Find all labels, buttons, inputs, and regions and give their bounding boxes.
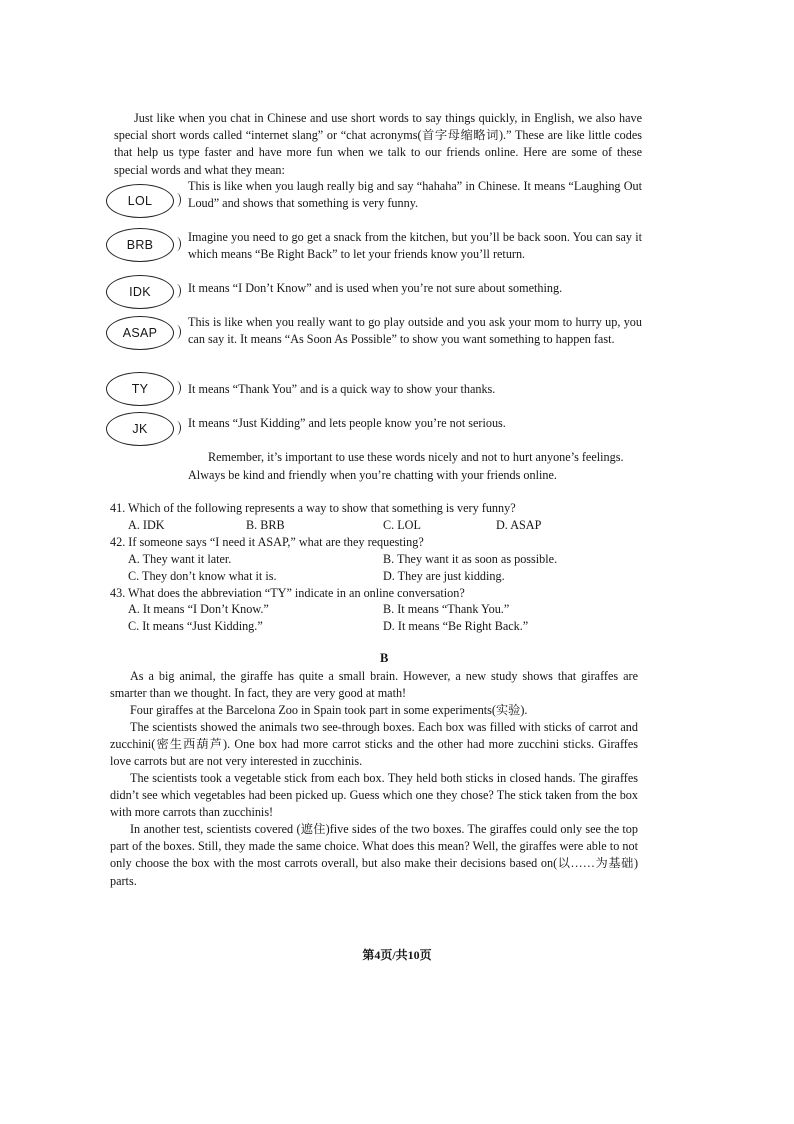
question-41-option-c: C. LOL [383, 518, 421, 532]
acronym-label: ASAP [122, 326, 158, 340]
question-41-option-d: D. ASAP [496, 518, 542, 532]
passage-b-paragraph-3: The scientists showed the animals two see-through boxes. Each box was filled with sticks of carrot and zucchini(密生西葫芦). One box had more carrot sticks and the other had more zucchini sticks. Giraffes love carrots but are not very interested in zucchinis. [110, 720, 638, 769]
question-43-option-d: D. It means “Be Right Back.” [383, 619, 529, 633]
acronym-label: TY [131, 382, 149, 396]
acronym-definition: This is like when you laugh really big and say “hahaha” in Chinese. It means “Laughing Out Loud” and shows that something is very funny. [188, 179, 642, 210]
acronym-definition: Imagine you need to go get a snack from the kitchen, but you’ll be back soon. You can say it which means “Be Right Back” to let your friends know you’ll return. [188, 230, 642, 261]
passage-b-paragraph-5: In another test, scientists covered (遮住)five sides of the two boxes. The giraffes could only see the top part of the boxes. Still, they made the same choice. What does this mean? Well, the giraffes were able to not only choose the box with the most carrots overall, but also make their decisions based on(以……为基础) parts. [110, 822, 638, 888]
question-43-option-a: A. It means “I Don’t Know.” [128, 602, 269, 616]
page-number: 第4页/共10页 [362, 948, 432, 962]
passage-b-paragraph-1: As a big animal, the giraffe has quite a small brain. However, a new study shows that giraffes are smarter than we thought. In fact, they are very good at math! [110, 669, 638, 701]
intro-paragraph: Just like when you chat in Chinese and use short words to say things quickly, in English, we also have special short words called “internet slang” or “chat acronyms(首字母缩略词).” These are like little codes that help us type faster and have more fun when we talk to our friends online. Here are some of these special words and what they mean: [114, 111, 642, 177]
acronym-definition: This is like when you really want to go play outside and you ask your mom to hurry up, you can say it. It means “As Soon As Possible” to show you want something to happen fast. [188, 315, 642, 346]
speech-bubble-ty [106, 372, 174, 406]
speech-bubble-lol [106, 184, 174, 218]
acronym-label: BRB [126, 238, 154, 252]
question-42-option-d: D. They are just kidding. [383, 569, 505, 583]
acronym-label: IDK [129, 285, 151, 299]
speech-bubble-jk [106, 412, 174, 446]
question-42-option-c: C. They don’t know what it is. [128, 569, 277, 583]
speech-bubble-idk [106, 275, 174, 309]
acronym-definition: It means “Thank You” and is a quick way to show your thanks. [188, 382, 496, 396]
question-41-option-a: A. IDK [128, 518, 165, 532]
question-43-option-b: B. It means “Thank You.” [383, 602, 510, 616]
acronym-label: LOL [127, 194, 153, 208]
speech-bubble-brb [106, 228, 174, 262]
question-41-option-b: B. BRB [246, 518, 285, 532]
question-42-stem: 42. If someone says “I need it ASAP,” what are they requesting? [110, 535, 424, 549]
speech-bubble-asap [106, 316, 174, 350]
acronym-definition: It means “I Don’t Know” and is used when you’re not sure about something. [188, 281, 563, 295]
question-43-option-c: C. It means “Just Kidding.” [128, 619, 263, 633]
section-b-heading: B [380, 651, 389, 665]
acronym-label: JK [132, 422, 148, 436]
question-41-stem: 41. Which of the following represents a way to show that something is very funny? [110, 501, 516, 515]
acronym-definition: It means “Just Kidding” and lets people know you’re not serious. [188, 416, 506, 430]
question-42-option-a: A. They want it later. [128, 552, 232, 566]
remember-note: Remember, it’s important to use these words nicely and not to hurt anyone’s feelings. Always be kind and friendly when you’re chatting with your friends online. [188, 450, 624, 482]
passage-b-paragraph-4: The scientists took a vegetable stick from each box. They held both sticks in closed hands. The giraffes didn’t see which vegetables had been picked up. Guess which one they chose? The stick taken from the box with more carrots than zucchinis! [110, 771, 638, 820]
question-43-stem: 43. What does the abbreviation “TY” indicate in an online conversation? [110, 586, 465, 600]
passage-b-paragraph-2: Four giraffes at the Barcelona Zoo in Spain took part in some experiments(实验). [130, 703, 528, 717]
question-42-option-b: B. They want it as soon as possible. [383, 552, 558, 566]
